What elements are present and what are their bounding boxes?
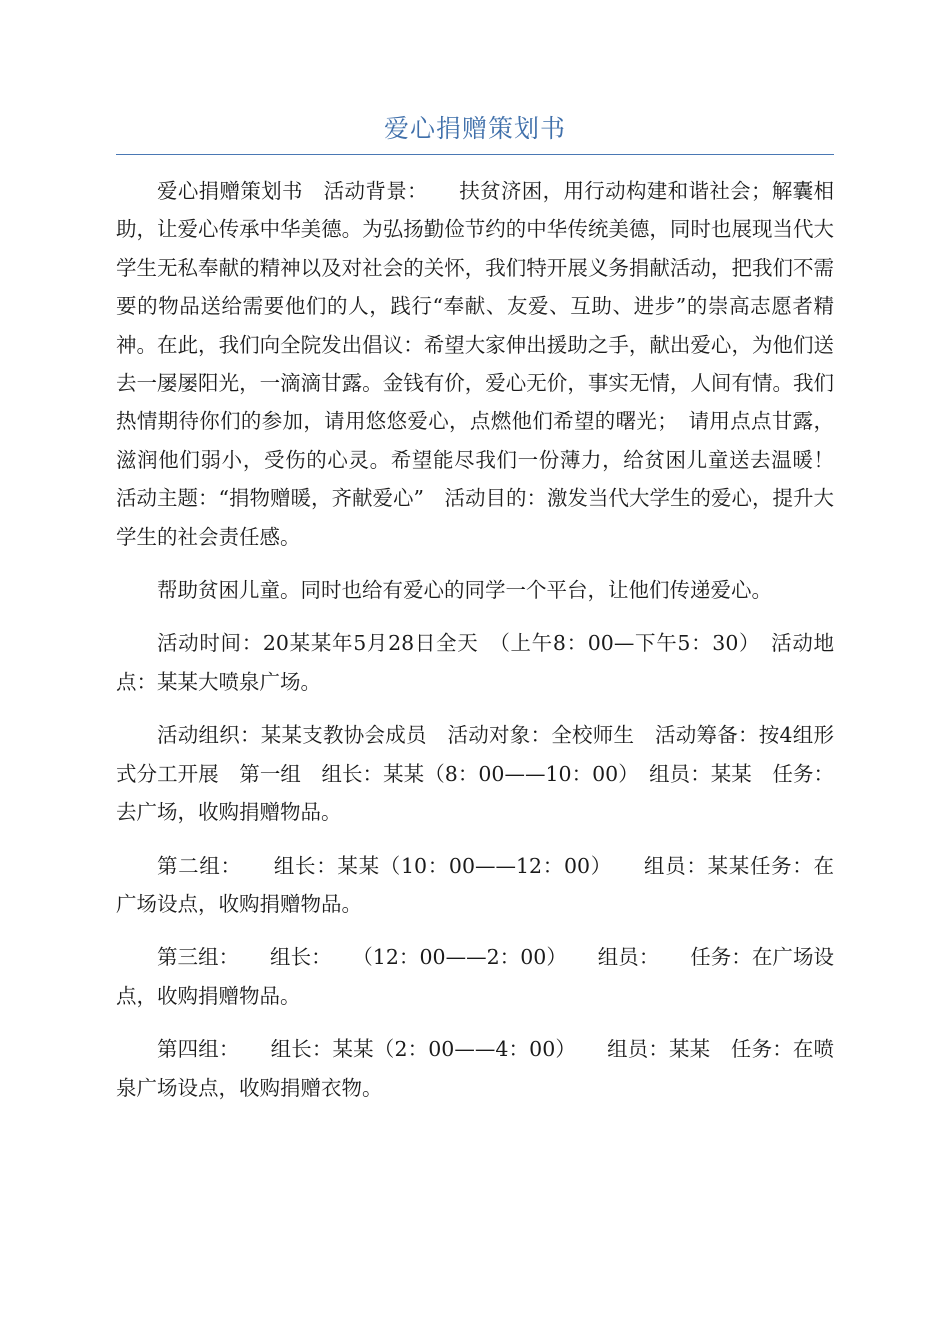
document-title: 爱心捐赠策划书: [383, 114, 566, 143]
paragraph-background: 爱心捐赠策划书 活动背景： 扶贫济困，用行动构建和谐社会；解囊相助，让爱心传承中华美德。为弘扬勤俭节约的中华传统美德，同时也展现当代大学生无私奉献的精神以及对社会的关怀，我们特开展义务捐献活动，把我们不需要的物品送给需要他们的人，践行“奉献、友爱、互助、进步”的崇高志愿者精神。在此，我们向全院发出倡议：希望大家伸出援助之手，献出爱心，为他们送去一屡屡阳光，一滴滴甘露。金钱有价，爱心无价，事实无情，人间有情。我们热情期待你们的参加，请用悠悠爱心，点燃他们希望的曙光； 请用点点甘露，滋润他们弱小，受伤的心灵。希望能尽我们一份薄力，给贫困儿童送去温暖！ 活动主题：“捐物赠暖，齐献爱心” 活动目的：激发当代大学生的爱心，提升大学生的社会责任感。: [116, 179, 855, 549]
paragraph-time-place: 活动时间：20某某年5月28日全天 （上午8：00—下午5：30） 活动地点：某某大喷泉广场。: [116, 631, 834, 694]
paragraph-group-four: 第四组： 组长：某某（2：00——4：00） 组员：某某 任务：在喷泉广场设点，收购捐赠衣物。: [116, 1037, 834, 1100]
paragraph-group-two: 第二组： 组长：某某（10：00——12：00） 组员：某某任务：在广场设点，收购捐赠物品。: [116, 853, 834, 916]
paragraph-purpose: 帮助贫困儿童。同时也给有爱心的同学一个平台，让他们传递爱心。: [157, 578, 772, 603]
title-underline: [116, 154, 834, 155]
paragraph-group-three: 第三组： 组长： （12：00——2：00） 组员： 任务：在广场设点，收购捐赠物品。: [116, 945, 834, 1008]
paragraph-organization: 活动组织：某某支教协会成员 活动对象：全校师生 活动筹备：按4组形式分工开展 第一组 组长：某某（8：00——10：00） 组员：某某 任务：去广场，收购捐赠物品。: [116, 723, 834, 825]
document-body: [116, 172, 855, 1122]
